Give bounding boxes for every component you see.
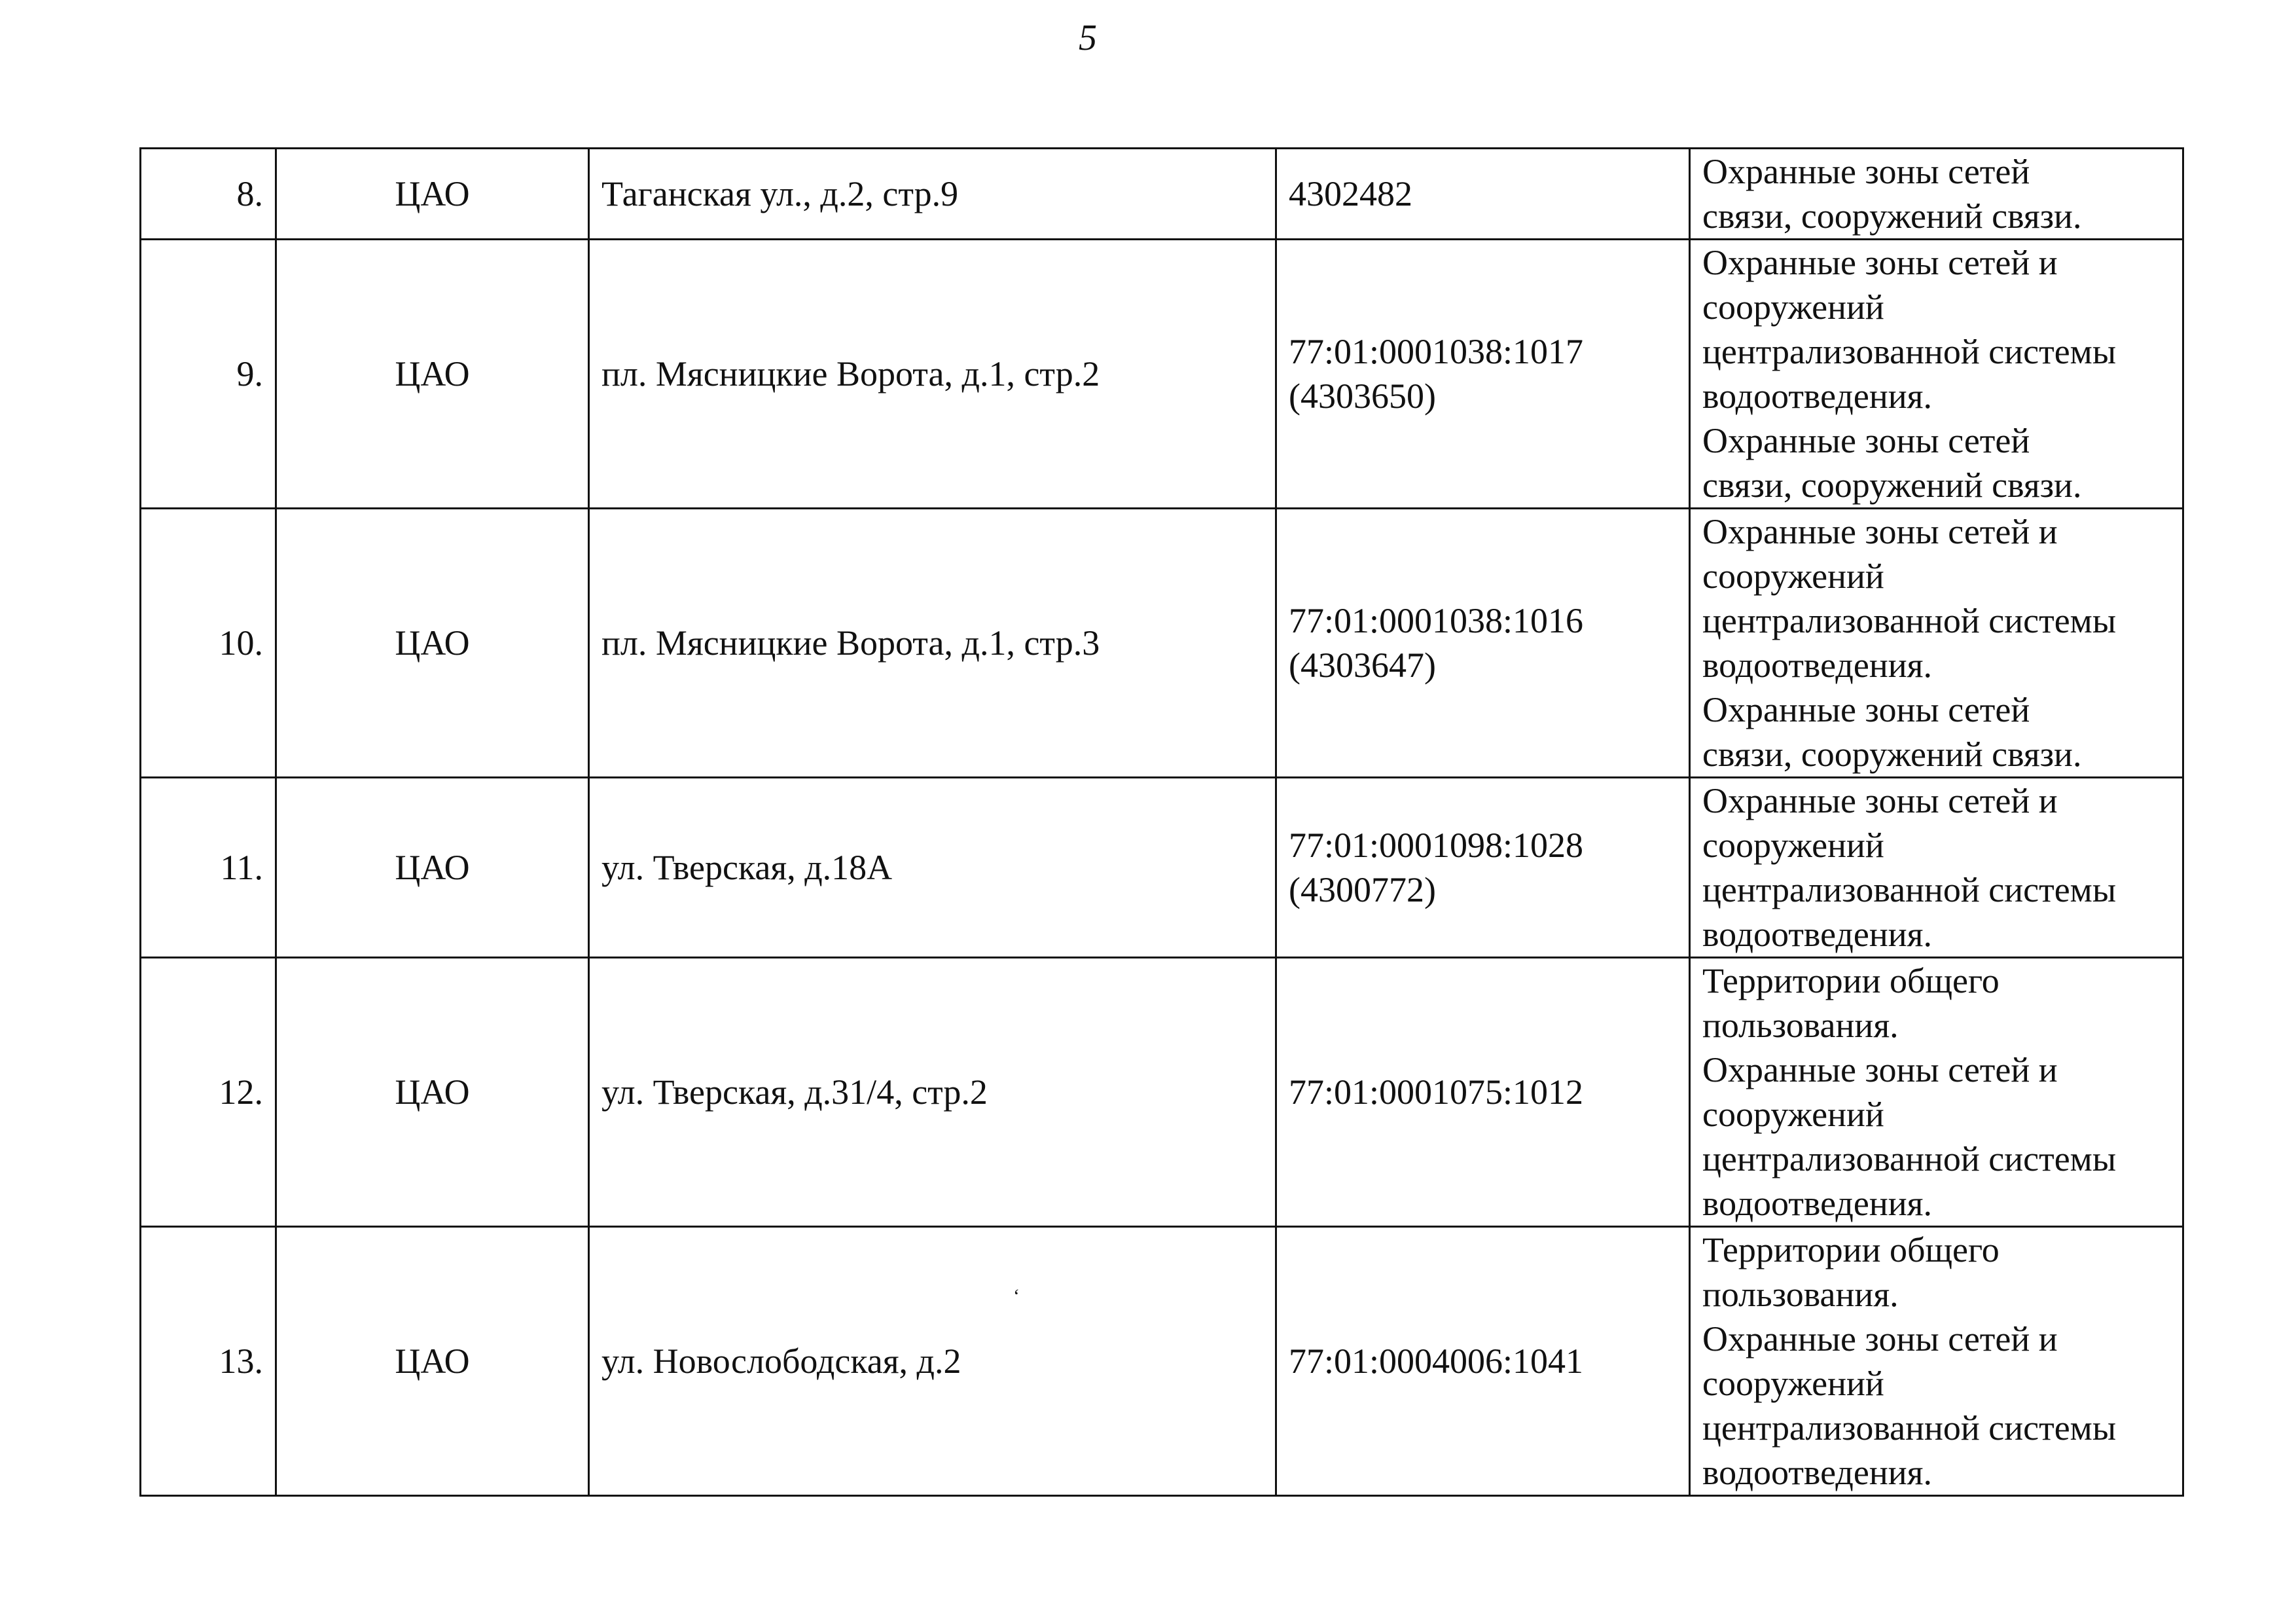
restriction-line: водоотведения. bbox=[1702, 1453, 1932, 1492]
cadastral-line: 4302482 bbox=[1289, 174, 1412, 213]
cadastral-cell bbox=[1276, 1227, 1690, 1496]
row-number: 12. bbox=[141, 958, 276, 1227]
restriction-line: сооружений bbox=[1702, 556, 1884, 596]
cadastral-cell bbox=[1276, 509, 1690, 778]
row-number: 9. bbox=[141, 240, 276, 509]
restriction-line: водоотведения. bbox=[1702, 915, 1932, 954]
restriction-line: Охранные зоны сетей bbox=[1702, 421, 2030, 460]
address-cell: Таганская ул., д.2, стр.9 bbox=[589, 149, 1276, 240]
restriction-line: централизованной системы bbox=[1702, 1139, 2117, 1178]
cadastral-cell bbox=[1276, 149, 1690, 240]
cadastral-line: 77:01:0001098:1028 bbox=[1289, 826, 1584, 865]
district-cell: ЦАО bbox=[276, 958, 589, 1227]
district-cell: ЦАО bbox=[276, 1227, 589, 1496]
restriction-line: водоотведения. bbox=[1702, 1184, 1932, 1223]
district-cell: ЦАО bbox=[276, 778, 589, 958]
restriction-line: централизованной системы bbox=[1702, 332, 2117, 371]
restriction-line: связи, сооружений связи. bbox=[1702, 735, 2082, 774]
restrictions-cell bbox=[1690, 778, 2183, 958]
restriction-line: Охранные зоны сетей bbox=[1702, 690, 2030, 729]
restriction-line: сооружений bbox=[1702, 826, 1884, 865]
address-cell: пл. Мясницкие Ворота, д.1, стр.2 bbox=[589, 240, 1276, 509]
district-cell: ЦАО bbox=[276, 240, 589, 509]
cadastral-line: (4300772) bbox=[1289, 870, 1436, 909]
restriction-line: сооружений bbox=[1702, 1364, 1884, 1403]
stray-pen-mark: ‘ bbox=[1013, 1285, 1020, 1307]
table-row bbox=[141, 509, 2183, 778]
address-cell: ул. Тверская, д.31/4, стр.2 bbox=[589, 958, 1276, 1227]
zones-table bbox=[139, 147, 2184, 1497]
restriction-line: пользования. bbox=[1702, 1275, 1899, 1314]
restriction-line: Охранные зоны сетей и bbox=[1702, 512, 2058, 551]
district-cell: ЦАО bbox=[276, 149, 589, 240]
restriction-line: Охранные зоны сетей и bbox=[1702, 243, 2058, 282]
restriction-line: пользования. bbox=[1702, 1006, 1899, 1045]
row-number: 11. bbox=[141, 778, 276, 958]
cadastral-line: 77:01:0001075:1012 bbox=[1289, 1072, 1584, 1112]
restrictions-cell bbox=[1690, 509, 2183, 778]
restriction-line: централизованной системы bbox=[1702, 601, 2117, 640]
district-cell: ЦАО bbox=[276, 509, 589, 778]
cadastral-line: (4303650) bbox=[1289, 376, 1436, 416]
cadastral-cell bbox=[1276, 778, 1690, 958]
cadastral-line: (4303647) bbox=[1289, 646, 1436, 685]
cadastral-line: 77:01:0001038:1017 bbox=[1289, 332, 1584, 371]
row-number: 13. bbox=[141, 1227, 276, 1496]
restrictions-cell bbox=[1690, 1227, 2183, 1496]
restriction-line: связи, сооружений связи. bbox=[1702, 465, 2082, 505]
address-cell: ул. Новослободская, д.2 bbox=[589, 1227, 1276, 1496]
restriction-line: Охранные зоны сетей и bbox=[1702, 1050, 2058, 1089]
page-number-mark: 5 bbox=[1079, 18, 1097, 58]
restriction-line: Охранные зоны сетей и bbox=[1702, 1319, 2058, 1359]
restriction-line: централизованной системы bbox=[1702, 1408, 2117, 1448]
restriction-line: Территории общего bbox=[1702, 961, 2000, 1000]
cadastral-cell bbox=[1276, 240, 1690, 509]
restriction-line: водоотведения. bbox=[1702, 646, 1932, 685]
address-cell: ул. Тверская, д.18А bbox=[589, 778, 1276, 958]
row-number: 8. bbox=[141, 149, 276, 240]
restriction-line: сооружений bbox=[1702, 1095, 1884, 1134]
restriction-line: сооружений bbox=[1702, 287, 1884, 327]
restrictions-cell bbox=[1690, 958, 2183, 1227]
table-row bbox=[141, 1227, 2183, 1496]
table-row bbox=[141, 958, 2183, 1227]
table-row bbox=[141, 149, 2183, 240]
restriction-line: Охранные зоны сетей bbox=[1702, 152, 2030, 191]
restrictions-cell bbox=[1690, 240, 2183, 509]
table-row bbox=[141, 778, 2183, 958]
restriction-line: водоотведения. bbox=[1702, 376, 1932, 416]
restrictions-cell bbox=[1690, 149, 2183, 240]
row-number: 10. bbox=[141, 509, 276, 778]
restriction-line: Охранные зоны сетей и bbox=[1702, 781, 2058, 820]
cadastral-line: 77:01:0004006:1041 bbox=[1289, 1341, 1584, 1381]
cadastral-line: 77:01:0001038:1016 bbox=[1289, 601, 1584, 640]
cadastral-cell bbox=[1276, 958, 1690, 1227]
table-row bbox=[141, 240, 2183, 509]
address-cell: пл. Мясницкие Ворота, д.1, стр.3 bbox=[589, 509, 1276, 778]
restriction-line: Территории общего bbox=[1702, 1230, 2000, 1269]
restriction-line: связи, сооружений связи. bbox=[1702, 196, 2082, 236]
restriction-line: централизованной системы bbox=[1702, 870, 2117, 909]
